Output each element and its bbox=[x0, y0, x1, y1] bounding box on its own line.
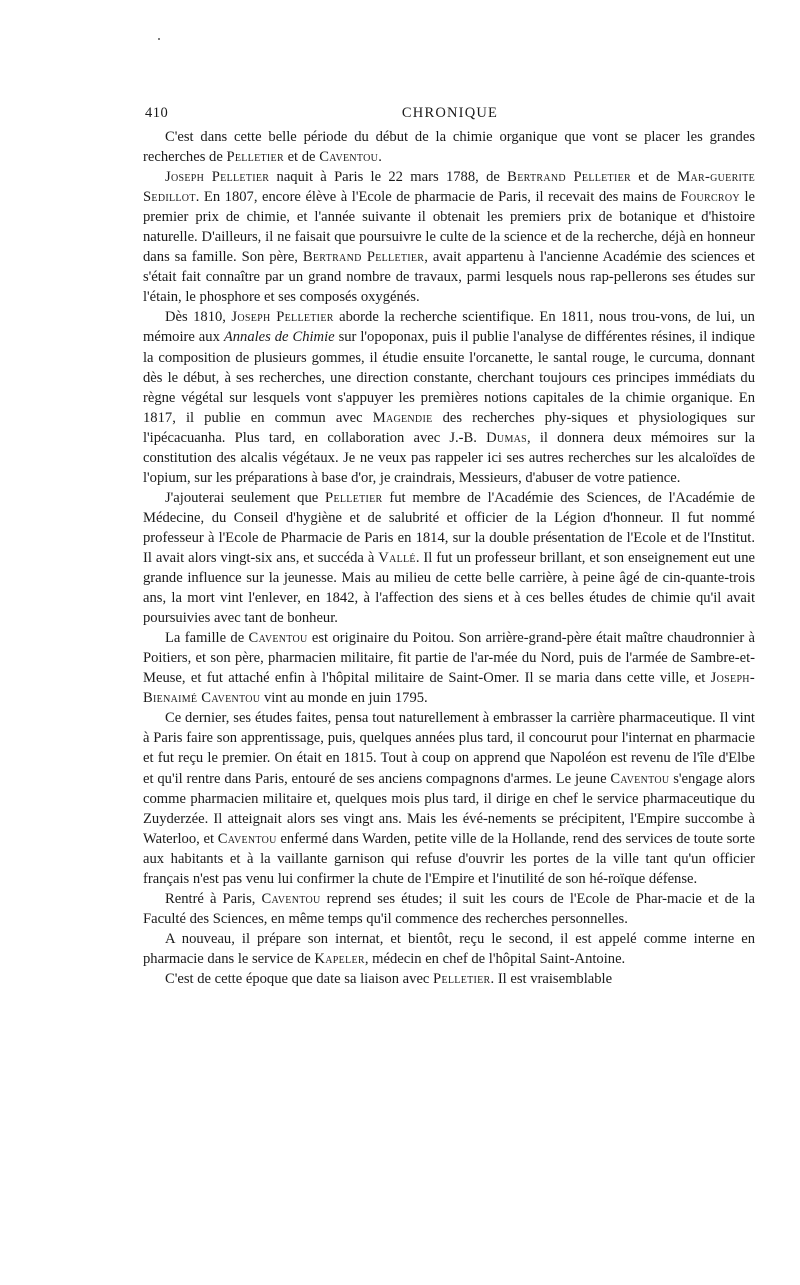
text-run: naquit à Paris le 22 mars 1788, de bbox=[269, 169, 508, 186]
person-name: Caventou bbox=[248, 630, 308, 647]
paragraph bbox=[143, 127, 755, 167]
text-run: La famille de bbox=[165, 630, 249, 647]
person-name: Pelletier bbox=[433, 970, 491, 987]
person-name: Joseph Pelletier bbox=[165, 169, 270, 186]
text-run: et de bbox=[283, 149, 320, 166]
person-name: Magendie bbox=[372, 409, 433, 426]
person-name: Caventou bbox=[319, 149, 379, 166]
paragraph bbox=[143, 969, 755, 989]
person-name: Fourcroy bbox=[680, 189, 740, 206]
text-run: et de bbox=[630, 169, 678, 186]
body-text bbox=[143, 127, 755, 989]
text-run: , avait appartenu à l'ancienne Académie des sciences et s'était fait connaître par un grand nombre de travaux, parmi lesquels nous rap-pellerons ses études sur l'étain, le phosphore et ses composés oxygénés. bbox=[143, 249, 755, 306]
text-run: C'est dans cette belle période du début de la chimie organique que vont se placer les grandes recherches de bbox=[143, 129, 755, 166]
paragraph bbox=[143, 488, 755, 628]
text-run: . bbox=[378, 149, 382, 166]
text-run: . Il est vraisemblable bbox=[490, 970, 613, 987]
paragraph bbox=[143, 708, 755, 888]
paragraph bbox=[143, 889, 755, 929]
page-number: 410 bbox=[145, 105, 169, 121]
person-name: Joseph-Bienaimé Caventou bbox=[143, 670, 755, 707]
running-head bbox=[145, 103, 755, 123]
person-name: Joseph Pelletier bbox=[231, 309, 334, 326]
text-run: s'engage alors comme pharmacien militaire et, quelques mois plus tard, il dirige en chef le service pharmaceutique du Zuyderzée. Il atteignait alors ses vingt ans. Mais les évé-nements se précipitent, l'Empire succombe à Waterloo, et bbox=[143, 770, 756, 847]
paragraph bbox=[143, 167, 755, 307]
person-name: Pelletier bbox=[325, 489, 383, 506]
text-run: Dès 1810, bbox=[165, 309, 232, 326]
paragraph bbox=[143, 929, 755, 969]
text-run: des recherches phy-siques et physiologiques sur l'ipécacuanha. Plus tard, en collaboration avec J.-B. bbox=[143, 409, 755, 446]
text-run: Ce dernier, ses études faites, pensa tout naturellement à embrasser la carrière pharmaceutique. Il vint à Paris faire son apprentissage, puis, quelques années plus tard, il concourut pour l'internat en pharmacie et fut reçu le premier. On était en 1815. Tout à coup on apprend que Napoléon est revenu de l'île d'Elbe et qu'il rentre dans Paris, entouré de ses anciens compagnons d'armes. Le jeune bbox=[143, 710, 755, 787]
text-run: sur l'opoponax, puis il publie l'analyse de différentes résines, il indique la composition de plusieurs gommes, il étudie ensuite l'orcanette, le santal rouge, le curcuma, donnant dès le début, à ses recherches, une direction constante, cherchant toujours ces principes immédiats du règne végétal sur lesquels vont s'appuyer les premières notions capitales de la chimie organique. En 1817, il publie en commun avec bbox=[143, 329, 755, 426]
person-name: Caventou bbox=[261, 890, 321, 907]
person-name: Pelletier bbox=[226, 149, 284, 166]
text-run: enfermé dans Warden, petite ville de la Hollande, rend des services de toute sorte aux habitants et à la vaillante garnison qui refuse d'ouvrir les portes de la ville tant qu'un officier français n'est pas venu lui confirmer la chute de l'Empire et l'inutilité de son hé-roïque défense. bbox=[143, 830, 755, 887]
running-head-title: CHRONIQUE bbox=[401, 105, 499, 121]
person-name: Caventou bbox=[610, 770, 670, 787]
person-name: Mar-guerite Sedillot bbox=[143, 169, 755, 206]
paragraph bbox=[143, 628, 755, 708]
text-run: , il donnera deux mémoires sur la constitution des alcalis végétaux. Je ne veux pas rappeler ici ses autres recherches sur les alcaloïdes de l'opium, sur les préparations à base d'or, je craindrais, Messieurs, d'abuser de votre patience. bbox=[143, 429, 756, 486]
text-run: fut membre de l'Académie des Sciences, de l'Académie de Médecine, du Conseil d'hygiène et de salubrité et officier de la Légion d'honneur. Il fut nommé professeur à l'Ecole de Pharmacie de Paris en 1814, sur la double présentation de l'Ecole et de l'Institut. Il avait alors vingt-six ans, et succéda à bbox=[143, 489, 756, 566]
text-run: reprend ses études; il suit les cours de l'Ecole de Phar-macie et de la Faculté des Sciences, en même temps qu'il commence des recherches personnelles. bbox=[143, 890, 755, 927]
text-run: . Il fut un professeur brillant, et son enseignement eut une grande influence sur la jeunesse. Mais au milieu de cette belle carrière, à peine âgé de cin-quante-trois ans, la mort vint l'enlever, en 1842, à l'affection des siens et à ces belles études de chimie qu'il avait poursuivies avec tant de bonheur. bbox=[143, 549, 755, 627]
text-run: C'est de cette époque que date sa liaison avec bbox=[165, 970, 434, 987]
text-run: A nouveau, il prépare son internat, et bientôt, reçu le second, il est appelé comme interne en pharmacie dans le service de bbox=[143, 930, 755, 967]
paragraph bbox=[143, 307, 755, 487]
text-run: le premier prix de chimie, et l'année suivante il obtenait les premiers prix de botanique et d'histoire naturelle. D'ailleurs, il ne faisait que poursuivre le culte de la science et de la recherche, déjà en honneur dans sa famille. Son père, bbox=[143, 189, 756, 266]
text-run: vint au monde en juin 1795. bbox=[260, 690, 428, 707]
person-name: Dumas bbox=[486, 429, 528, 446]
scan-speck bbox=[158, 38, 160, 40]
text-run: , médecin en chef de l'hôpital Saint-Antoine. bbox=[364, 950, 626, 967]
person-name: Bertrand Pelletier bbox=[507, 169, 631, 186]
person-name: Bertrand Pelletier bbox=[302, 249, 425, 266]
text-run: Rentré à Paris, bbox=[165, 890, 262, 907]
text-run: . En 1807, encore élève à l'Ecole de pharmacie de Paris, il recevait des mains de bbox=[195, 189, 681, 206]
journal-title: Annales de Chimie bbox=[223, 329, 335, 346]
text-run: est originaire du Poitou. Son arrière-grand-père était maître chaudronnier à Poitiers, et son père, pharmacien militaire, fit partie de l'ar-mée du Nord, puis de l'armée de Sambre-et-Meuse, et fut attaché enfin à l'hôpital militaire de Saint-Omer. Il se maria dans cette ville, et bbox=[143, 630, 755, 687]
person-name: Vallé bbox=[378, 549, 416, 566]
text-run: aborde la recherche scientifique. En 1811, nous trou-vons, de lui, un mémoire aux bbox=[143, 309, 755, 346]
person-name: Kapeler bbox=[314, 950, 365, 967]
person-name: Caventou bbox=[217, 830, 277, 847]
text-run: J'ajouterai seulement que bbox=[165, 489, 326, 506]
